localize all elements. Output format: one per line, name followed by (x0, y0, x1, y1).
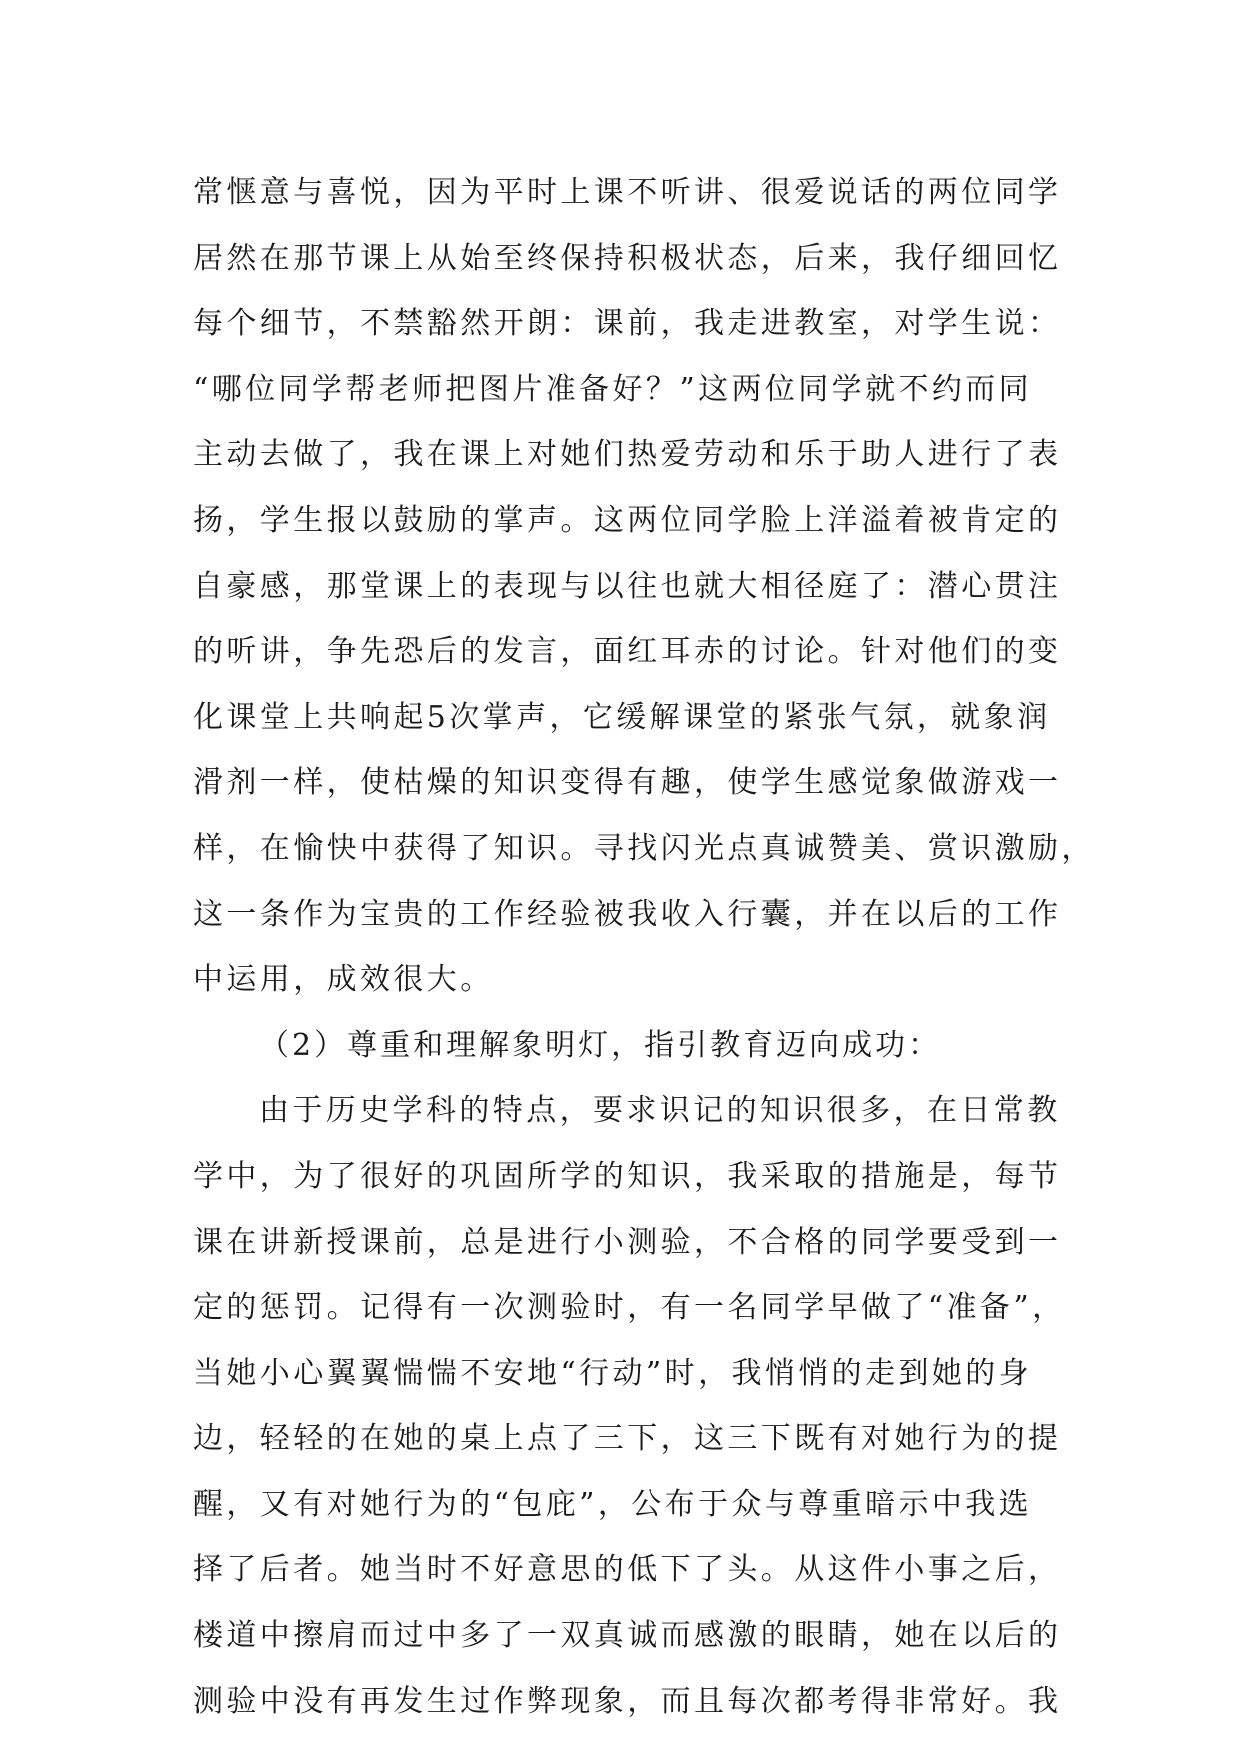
body-text (193, 160, 1095, 1734)
text-line: 主动去做了，我在课上对她们热爱劳动和乐于助人进行了表 (193, 437, 1062, 473)
text-line: 醒，又有对她行为的“包庇”，公布于众与尊重暗示中我选 (193, 1486, 1033, 1522)
text-line: 择了后者。她当时不好意思的低下了头。从这件小事之后， (193, 1552, 1062, 1588)
text-line: 定的惩罚。记得有一次测验时，有一名同学早做了“准备”， (193, 1290, 1066, 1326)
text-line: 滑剂一样，使枯燥的知识变得有趣，使学生感觉象做游戏一 (193, 765, 1062, 801)
text-line: 常惬意与喜悦，因为平时上课不听讲、很爱说话的两位同学 (193, 175, 1062, 210)
text-line: 边，轻轻的在她的桌上点了三下，这三下既有对她行为的提 (193, 1421, 1062, 1457)
text-line: 样，在愉快中获得了知识。寻找闪光点真诚赞美、赏识激励， (193, 830, 1095, 866)
text-line: 居然在那节课上从始至终保持积极状态，后来，我仔细回忆 (193, 240, 1062, 276)
text-line: 课在讲新授课前，总是进行小测验，不合格的同学要受到一 (193, 1224, 1062, 1260)
text-line: “哪位同学帮老师把图片准备好？”这两位同学就不约而同 (193, 371, 1033, 407)
text-line: 测验中没有再发生过作弊现象，而且每次都考得非常好。我 (193, 1683, 1062, 1719)
section-heading: （2）尊重和理解象明灯，指引教育迈向成功： (259, 1027, 942, 1063)
text-line: 当她小心翼翼惴惴不安地“行动”时，我悄悄的走到她的身 (193, 1355, 1033, 1391)
text-line: 自豪感，那堂课上的表现与以往也就大相径庭了：潜心贯注 (193, 568, 1062, 604)
text-line: 的听讲，争先恐后的发言，面红耳赤的讨论。针对他们的变 (193, 634, 1062, 670)
text-line: 这一条作为宝贵的工作经验被我收入行囊，并在以后的工作 (193, 896, 1062, 932)
text-line: 中运用，成效很大。 (193, 962, 494, 998)
text-line: 学中，为了很好的巩固所学的知识，我采取的措施是，每节 (193, 1158, 1062, 1194)
text-line: 每个细节，不禁豁然开朗：课前，我走进教室，对学生说： (193, 306, 1062, 342)
text-line: 化课堂上共响起5次掌声，它缓解课堂的紧张气氛，就象润 (193, 699, 1051, 735)
paragraph-start: 由于历史学科的特点，要求识记的知识很多，在日常教 (259, 1093, 1061, 1129)
text-line: 楼道中擦肩而过中多了一双真诚而感激的眼睛，她在以后的 (193, 1618, 1062, 1654)
text-line: 扬，学生报以鼓励的掌声。这两位同学脸上洋溢着被肯定的 (193, 502, 1062, 538)
